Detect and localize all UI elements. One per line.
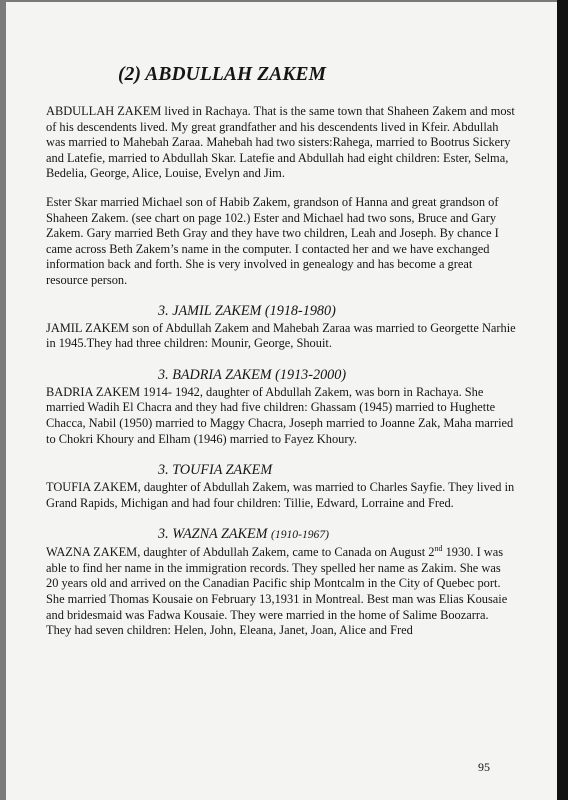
section-badria: [46, 366, 516, 447]
wazna-text-end: 1930. I was able to find her name in the immigration records. They spelled her name as Zakim. She was 20 years old and arrived on the Canadian Pacific ship Montcalm in the City of Quebec port. She married Thomas Kousaie on February 13,1931 in Montreal. Best man was Elias Kousaie and bridesmaid was Fadwa Kousaie. They were married in the home of Salime Boozarra. They had seven children: Helen, John, Eleana, Janet, Joan, Alice and Fred: [46, 545, 508, 638]
heading-years-wazna: (1910-1967): [271, 528, 330, 542]
document-page: [6, 2, 557, 800]
section-text-badria: BADRIA ZAKEM 1914- 1942, daughter of Abdullah Zakem, was born in Rachaya. She married Wadih El Chacra and they had five children: Ghassam (1945) married to Hughette Chacca, Nabil (1950) married to Maggy Chacra, Joseph married to Joanne Zak, Maha married to Chokri Khoury and Elham (1946) married to Fayez Khoury.: [46, 384, 514, 446]
section-heading-toufia: 3. TOUFIA ZAKEM: [158, 462, 273, 479]
section-jamil: [46, 302, 516, 352]
intro-paragraph-1: ABDULLAH ZAKEM lived in Rachaya. That is the same town that Shaheen Zakem and most of his descendents lived. My great grandfather and his descendents lived in Kfeir. Abdullah was married to Mahebah Zaraa. Mahebah had two sisters:Rahega, married to Bootrus Sickery and Latefie, married to Abdullah Skar. Latefie and Abdullah had eight children: Ester, Selma, Bedelia, George, Alice, Louise, Evelyn and Jim.: [46, 104, 515, 181]
intro-paragraph-2: Ester Skar married Michael son of Habib Zakem, grandson of Hanna and great grandson of Shaheen Zakem. (see chart on page 102.) Ester and Michael had two sons, Bruce and Gary Zakem. Gary married Beth Gray and they have two children, Leah and Joseph. By chance I came across Beth Zakem’s name in the computer. I contacted her and we have exchanged information back and forth. She is very involved in genealogy and has become a great resource person.: [46, 194, 499, 287]
heading-name-wazna: 3. WAZNA ZAKEM: [158, 526, 268, 543]
section-heading-jamil: 3. JAMIL ZAKEM (1918-1980): [158, 302, 336, 319]
wazna-text-start: WAZNA ZAKEM, daughter of Abdullah Zakem, came to Canada on August 2: [46, 545, 435, 560]
ordinal-superscript: nd: [434, 544, 443, 554]
page-title: (2) ABDULLAH ZAKEM: [118, 64, 327, 85]
page-content: [46, 64, 516, 653]
section-toufia: [46, 461, 516, 511]
section-wazna: [46, 525, 516, 639]
section-text-jamil: JAMIL ZAKEM son of Abdullah Zakem and Mahebah Zaraa was married to Georgette Narhie in 1945.They had three children: Mounir, George, Shouit.: [46, 320, 516, 351]
page-number: 95: [478, 760, 490, 774]
section-text-toufia: TOUFIA ZAKEM, daughter of Abdullah Zakem, was married to Charles Sayfie. They lived in Grand Rapids, Michigan and had four children: Tillie, Edward, Lorraine and Fred.: [46, 480, 515, 510]
section-text-wazna: [46, 545, 516, 639]
section-heading-wazna: [158, 525, 516, 544]
section-heading-badria: 3. BADRIA ZAKEM (1913-2000): [158, 366, 347, 383]
binding-edge: [557, 0, 568, 800]
